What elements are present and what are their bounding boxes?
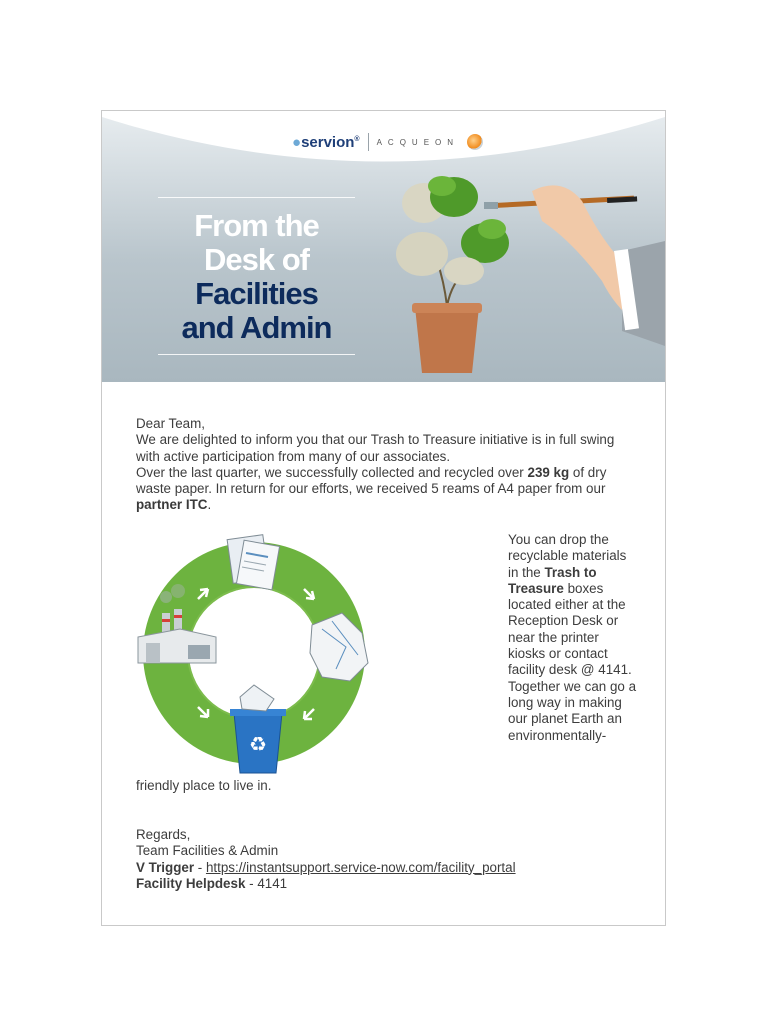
vtrigger-link[interactable]: https://instantsupport.service-now.com/facility_portal (205, 859, 516, 875)
newsletter-card (101, 110, 666, 926)
recycling-cycle-illustration (136, 529, 386, 779)
newspaper-icon (227, 535, 279, 590)
message-body (136, 416, 636, 514)
team-name: Team Facilities & Admin (136, 843, 279, 859)
drop-off-info (508, 532, 638, 744)
together-paragraph: Together we can go a long way in making our planet Earth an environmentally- (508, 678, 637, 743)
helpdesk-line: Facility Helpdesk - 4141 (136, 875, 288, 891)
vtrigger-line: V Trigger - https://instantsupport.service-now.com/facility_portal (136, 859, 516, 875)
regards: Regards, (136, 827, 191, 842)
headline-line-3: Facilities (195, 276, 318, 311)
paragraph-2: Over the last quarter, we successfully collected and recycled over 239 kg of dry waste paper. In return for our efforts, we received 5 reams of A4 paper from our partner ITC. (136, 464, 607, 513)
greeting: Dear Team, (136, 416, 205, 431)
header-banner (102, 111, 665, 382)
headline-line-4: and Admin (181, 310, 332, 345)
acqueon-logo: ACQUEON (376, 137, 460, 147)
together-paragraph-tail: friendly place to live in. (136, 778, 272, 793)
headline-line-2: Desk of (204, 242, 309, 277)
plant-illustration-icon (102, 111, 665, 382)
servion-logo: ●servion® (292, 133, 360, 151)
svg-text:♻: ♻ (249, 732, 267, 756)
recycle-bin-icon (230, 685, 286, 773)
drop-off-paragraph: You can drop the recyclable materials in the Trash to Treasure boxes located either at the Reception Desk or near the printer kiosks or contact facility desk @ 4141. (508, 532, 632, 678)
signature-block (136, 827, 636, 892)
headline-line-1: From the (194, 208, 319, 243)
paragraph-1: We are delighted to inform you that our Trash to Treasure initiative is in full swing with active participation from many of our associates. (136, 432, 615, 464)
